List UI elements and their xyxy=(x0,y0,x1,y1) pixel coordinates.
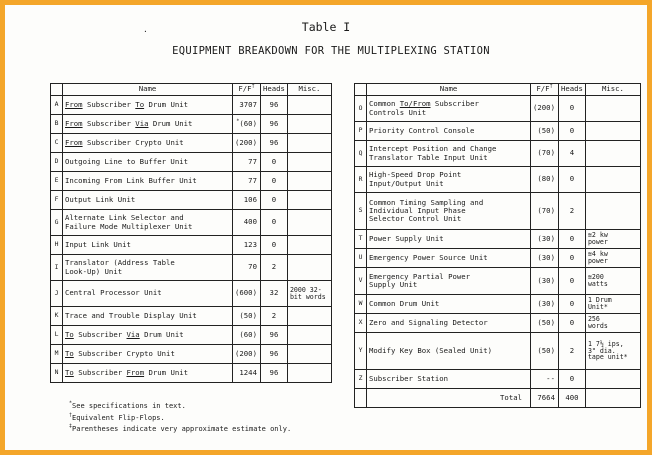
row-heads: 0 xyxy=(260,210,287,236)
row-name xyxy=(367,167,531,193)
table-row xyxy=(51,236,332,255)
name-segment: Priority Control Console xyxy=(369,125,475,135)
total-spacer xyxy=(355,389,367,408)
row-heads: 0 xyxy=(558,122,585,141)
row-misc xyxy=(287,255,331,281)
ff-value: 70 xyxy=(248,262,257,272)
misc-header: Misc. xyxy=(287,84,331,96)
row-misc xyxy=(585,141,640,167)
ff-value: 123 xyxy=(243,239,257,249)
table-row xyxy=(355,230,641,249)
name-segment: To xyxy=(135,99,145,109)
ff-value: 3707 xyxy=(239,99,257,109)
row-ff xyxy=(233,210,261,236)
row-name xyxy=(367,295,531,314)
ff-value: (30) xyxy=(537,275,555,285)
row-letter: Q xyxy=(355,141,367,167)
ff-header xyxy=(233,84,261,96)
row-heads: 96 xyxy=(260,326,287,345)
row-letter: S xyxy=(355,193,367,230)
ff-value: 77 xyxy=(248,156,257,166)
row-heads: 0 xyxy=(558,295,585,314)
row-ff xyxy=(233,364,261,383)
footnote xyxy=(69,424,291,436)
row-misc xyxy=(585,122,640,141)
ff-header xyxy=(531,84,559,96)
row-misc xyxy=(287,210,331,236)
name-segment: Incoming From Link Buffer Unit xyxy=(65,175,197,185)
row-name xyxy=(63,153,233,172)
row-heads: 96 xyxy=(260,115,287,134)
row-heads: 96 xyxy=(260,364,287,383)
row-letter: V xyxy=(355,268,367,295)
footnotes xyxy=(69,401,291,436)
row-letter: T xyxy=(355,230,367,249)
row-misc: 256 words xyxy=(585,314,640,333)
ff-value: (70) xyxy=(537,148,555,158)
name-segment: Subscriber xyxy=(430,99,479,109)
name-segment: Emergency Partial Power xyxy=(369,271,471,281)
row-heads: 0 xyxy=(558,370,585,389)
row-ff xyxy=(233,307,261,326)
heads-header: Heads xyxy=(260,84,287,96)
row-letter: W xyxy=(355,295,367,314)
row-name xyxy=(367,249,531,268)
table-row xyxy=(355,96,641,122)
row-name xyxy=(63,326,233,345)
row-name xyxy=(63,172,233,191)
row-name xyxy=(367,96,531,122)
name-segment: Subscriber xyxy=(73,329,127,339)
row-heads: 0 xyxy=(558,314,585,333)
row-name xyxy=(63,134,233,153)
row-name xyxy=(63,255,233,281)
name-segment: Look-Up) Unit xyxy=(65,266,123,276)
ff-value: (50) xyxy=(537,317,555,327)
row-ff xyxy=(531,230,559,249)
row-name xyxy=(367,268,531,295)
row-name xyxy=(63,364,233,383)
row-misc xyxy=(287,96,331,115)
heads-header: Heads xyxy=(558,84,585,96)
total-row xyxy=(355,389,641,408)
row-ff xyxy=(531,370,559,389)
row-ff xyxy=(233,96,261,115)
name-segment: Subscriber Crypto Unit xyxy=(73,348,175,358)
row-ff xyxy=(233,153,261,172)
row-misc: ≅200 watts xyxy=(585,268,640,295)
ff-value: 106 xyxy=(243,194,257,204)
name-segment: Trace and Trouble Display Unit xyxy=(65,310,197,320)
table-row xyxy=(51,364,332,383)
row-misc: ≅2 kw power xyxy=(585,230,640,249)
row-heads: 0 xyxy=(558,230,585,249)
row-ff xyxy=(531,96,559,122)
row-ff xyxy=(233,326,261,345)
row-name xyxy=(367,141,531,167)
ff-header-label: F/F xyxy=(238,84,252,94)
table-row xyxy=(355,268,641,295)
ff-value: (60) xyxy=(239,118,257,128)
row-name xyxy=(63,236,233,255)
row-letter: J xyxy=(51,281,63,307)
row-ff xyxy=(531,249,559,268)
row-letter: F xyxy=(51,191,63,210)
table-row xyxy=(51,307,332,326)
name-segment: Failure Mode Multiplexer Unit xyxy=(65,221,193,231)
ff-value: (50) xyxy=(537,345,555,355)
total-ff: 7664 xyxy=(531,389,559,408)
ff-value: (50) xyxy=(537,125,555,135)
row-name xyxy=(367,370,531,389)
row-name xyxy=(367,314,531,333)
name-segment: Subscriber xyxy=(82,99,136,109)
misc-header: Misc. xyxy=(585,84,640,96)
row-misc xyxy=(287,134,331,153)
row-misc xyxy=(585,167,640,193)
ff-value: (30) xyxy=(537,298,555,308)
row-letter: L xyxy=(51,326,63,345)
ff-value: 77 xyxy=(248,175,257,185)
row-heads: 2 xyxy=(558,193,585,230)
name-segment: Common Timing Sampling and xyxy=(369,197,484,207)
ff-header-label: F/F xyxy=(536,84,550,94)
row-heads: 2 xyxy=(558,333,585,370)
name-segment: From xyxy=(65,99,83,109)
ff-value: 400 xyxy=(243,217,257,227)
name-segment: High-Speed Drop Point xyxy=(369,170,462,180)
row-name xyxy=(63,210,233,236)
table-row xyxy=(51,210,332,236)
letter-header xyxy=(355,84,367,96)
table-header-row xyxy=(355,84,641,96)
row-heads: 0 xyxy=(558,167,585,193)
row-ff xyxy=(531,193,559,230)
row-misc: 2000 32- bit words xyxy=(287,281,331,307)
ff-value: (50) xyxy=(239,310,257,320)
name-segment: To xyxy=(65,367,74,377)
row-ff xyxy=(531,314,559,333)
row-ff xyxy=(233,134,261,153)
name-segment: Drum Unit xyxy=(148,118,193,128)
table-body-right xyxy=(355,96,641,389)
row-heads: 0 xyxy=(558,96,585,122)
name-segment: Output Link Unit xyxy=(65,194,136,204)
name-segment: Input/Output Unit xyxy=(369,178,444,188)
row-misc xyxy=(287,345,331,364)
ff-value: (200) xyxy=(235,137,257,147)
footnote xyxy=(69,401,291,413)
name-segment: Selector Control Unit xyxy=(369,214,462,224)
row-misc xyxy=(287,236,331,255)
row-ff xyxy=(233,115,261,134)
name-segment: Common Drum Unit xyxy=(369,298,440,308)
name-segment: Zero and Signaling Detector xyxy=(369,317,488,327)
name-segment: From xyxy=(126,367,145,377)
footnote-text: Parentheses indicate very approximate estimate only. xyxy=(72,425,292,433)
row-heads: 96 xyxy=(260,96,287,115)
row-name xyxy=(367,122,531,141)
row-ff xyxy=(531,122,559,141)
table-row xyxy=(355,141,641,167)
row-letter: X xyxy=(355,314,367,333)
name-segment: Drum Unit xyxy=(139,329,184,339)
table-row xyxy=(51,326,332,345)
table-row xyxy=(355,314,641,333)
row-heads: 0 xyxy=(558,268,585,295)
row-misc: ≅4 kw power xyxy=(585,249,640,268)
row-heads: 0 xyxy=(558,249,585,268)
row-letter: O xyxy=(355,96,367,122)
table-row xyxy=(51,172,332,191)
letter-header xyxy=(51,84,63,96)
row-heads: 96 xyxy=(260,134,287,153)
ff-value: (30) xyxy=(537,252,555,262)
ff-header-mark: † xyxy=(549,83,553,90)
row-heads: 96 xyxy=(260,345,287,364)
row-misc xyxy=(287,191,331,210)
ff-value: (200) xyxy=(533,103,555,113)
name-segment: Controls Unit xyxy=(369,107,427,117)
footnote-mark: ‡ xyxy=(69,423,73,430)
row-ff xyxy=(531,268,559,295)
table-row xyxy=(51,115,332,134)
row-misc xyxy=(585,370,640,389)
table-row xyxy=(51,134,332,153)
footnote-mark: * xyxy=(69,400,73,407)
name-segment: Supply Unit xyxy=(369,280,418,289)
footnote-mark: † xyxy=(69,412,73,419)
name-segment: From xyxy=(65,118,83,128)
total-heads: 400 xyxy=(558,389,585,408)
row-name xyxy=(63,96,233,115)
row-name xyxy=(367,333,531,370)
table-header-row xyxy=(51,84,332,96)
name-segment: Drum Unit xyxy=(144,99,189,109)
row-name xyxy=(63,307,233,326)
name-segment: Translator Table Input Unit xyxy=(369,152,488,162)
name-segment: Drum Unit xyxy=(144,367,189,377)
name-segment: Subscriber Crypto Unit xyxy=(82,137,184,147)
row-letter: D xyxy=(51,153,63,172)
ff-value: (200) xyxy=(235,348,257,358)
table-row xyxy=(51,255,332,281)
name-segment: Modify Key Box (Sealed Unit) xyxy=(369,345,493,355)
row-ff xyxy=(531,295,559,314)
table-body-left xyxy=(51,96,332,383)
name-segment: Translator (Address Table xyxy=(65,258,175,268)
name-segment: Intercept Position and Change xyxy=(369,144,497,154)
table-row xyxy=(51,281,332,307)
table-row xyxy=(355,249,641,268)
table-row xyxy=(355,122,641,141)
table-row xyxy=(51,96,332,115)
row-letter: Z xyxy=(355,370,367,389)
ff-value: (60) xyxy=(239,329,257,339)
name-segment: Common xyxy=(369,99,400,109)
row-letter: K xyxy=(51,307,63,326)
name-segment: Central Processor Unit xyxy=(65,288,162,298)
ff-value: 1244 xyxy=(239,367,257,377)
row-ff xyxy=(531,333,559,370)
total-misc xyxy=(585,389,640,408)
row-name xyxy=(367,230,531,249)
name-segment: Outgoing Line to Buffer Unit xyxy=(65,156,189,166)
row-letter: I xyxy=(51,255,63,281)
row-misc xyxy=(585,193,640,230)
row-name xyxy=(63,115,233,134)
ff-value: (70) xyxy=(537,205,555,215)
row-ff xyxy=(233,255,261,281)
row-heads: 2 xyxy=(260,307,287,326)
equipment-table-right xyxy=(354,83,641,408)
ff-value: (30) xyxy=(537,233,555,243)
row-letter: P xyxy=(355,122,367,141)
row-heads: 0 xyxy=(260,172,287,191)
row-letter: Y xyxy=(355,333,367,370)
row-heads: 0 xyxy=(260,153,287,172)
row-ff xyxy=(233,172,261,191)
name-header: Name xyxy=(367,84,531,96)
row-ff xyxy=(233,345,261,364)
row-misc xyxy=(287,153,331,172)
row-letter: R xyxy=(355,167,367,193)
table-subtitle: EQUIPMENT BREAKDOWN FOR THE MULTIPLEXING STATION xyxy=(172,45,490,57)
ff-footnote-mark: * xyxy=(236,118,240,125)
row-misc xyxy=(287,115,331,134)
table-row xyxy=(51,153,332,172)
row-misc xyxy=(287,364,331,383)
row-ff xyxy=(531,167,559,193)
table-title: Table I xyxy=(301,20,351,34)
row-letter: U xyxy=(355,249,367,268)
row-misc xyxy=(287,172,331,191)
footnote-text: Equivalent Flip-Flops. xyxy=(72,413,165,422)
total-label: Total xyxy=(367,389,531,408)
row-letter: C xyxy=(51,134,63,153)
row-ff xyxy=(531,141,559,167)
row-letter: M xyxy=(51,345,63,364)
name-segment: Individual Input Phase xyxy=(369,205,466,215)
name-segment: Subscriber xyxy=(82,118,136,128)
row-letter: A xyxy=(51,96,63,115)
row-heads: 0 xyxy=(260,191,287,210)
row-ff xyxy=(233,236,261,255)
row-ff xyxy=(233,191,261,210)
row-heads: 0 xyxy=(260,236,287,255)
row-letter: N xyxy=(51,364,63,383)
footnote xyxy=(69,413,291,425)
row-misc xyxy=(287,326,331,345)
row-name xyxy=(63,345,233,364)
row-letter: E xyxy=(51,172,63,191)
name-segment: Subscriber Station xyxy=(369,373,449,383)
name-segment: To xyxy=(65,329,74,339)
row-misc xyxy=(585,96,640,122)
table-row xyxy=(51,191,332,210)
table-row xyxy=(355,370,641,389)
row-heads: 2 xyxy=(260,255,287,281)
row-heads: 32 xyxy=(260,281,287,307)
table-row xyxy=(355,333,641,370)
row-misc: 1 7½ ips, 3" dia. tape unit* xyxy=(585,333,640,370)
row-letter: B xyxy=(51,115,63,134)
name-segment: Subscriber xyxy=(73,367,127,377)
table-row xyxy=(355,193,641,230)
table-row xyxy=(355,295,641,314)
row-letter: G xyxy=(51,210,63,236)
row-misc: 1 Drum Unit* xyxy=(585,295,640,314)
ff-value: -- xyxy=(546,373,555,383)
name-segment: Alternate Link Selector and xyxy=(65,213,184,223)
name-segment: To xyxy=(65,348,74,358)
row-letter: H xyxy=(51,236,63,255)
table-row xyxy=(355,167,641,193)
row-name xyxy=(367,193,531,230)
ff-header-mark: † xyxy=(251,83,255,90)
row-name xyxy=(63,191,233,210)
name-segment: To/From xyxy=(399,99,431,109)
name-header: Name xyxy=(63,84,233,96)
equipment-table-left xyxy=(50,83,332,383)
ff-value: (600) xyxy=(235,288,257,298)
row-ff xyxy=(233,281,261,307)
footnote-text: See specifications in text. xyxy=(72,402,186,410)
name-segment: Emergency Power Source Unit xyxy=(369,252,488,262)
ff-value: (80) xyxy=(537,174,555,184)
name-segment: Power Supply Unit xyxy=(369,233,444,243)
name-segment: Via xyxy=(126,329,140,339)
row-misc xyxy=(287,307,331,326)
name-segment: From xyxy=(65,137,83,147)
row-heads: 4 xyxy=(558,141,585,167)
row-name xyxy=(63,281,233,307)
stray-mark: . xyxy=(143,25,148,34)
name-segment: Via xyxy=(135,118,149,128)
name-segment: Input Link Unit xyxy=(65,239,131,249)
table-row xyxy=(51,345,332,364)
